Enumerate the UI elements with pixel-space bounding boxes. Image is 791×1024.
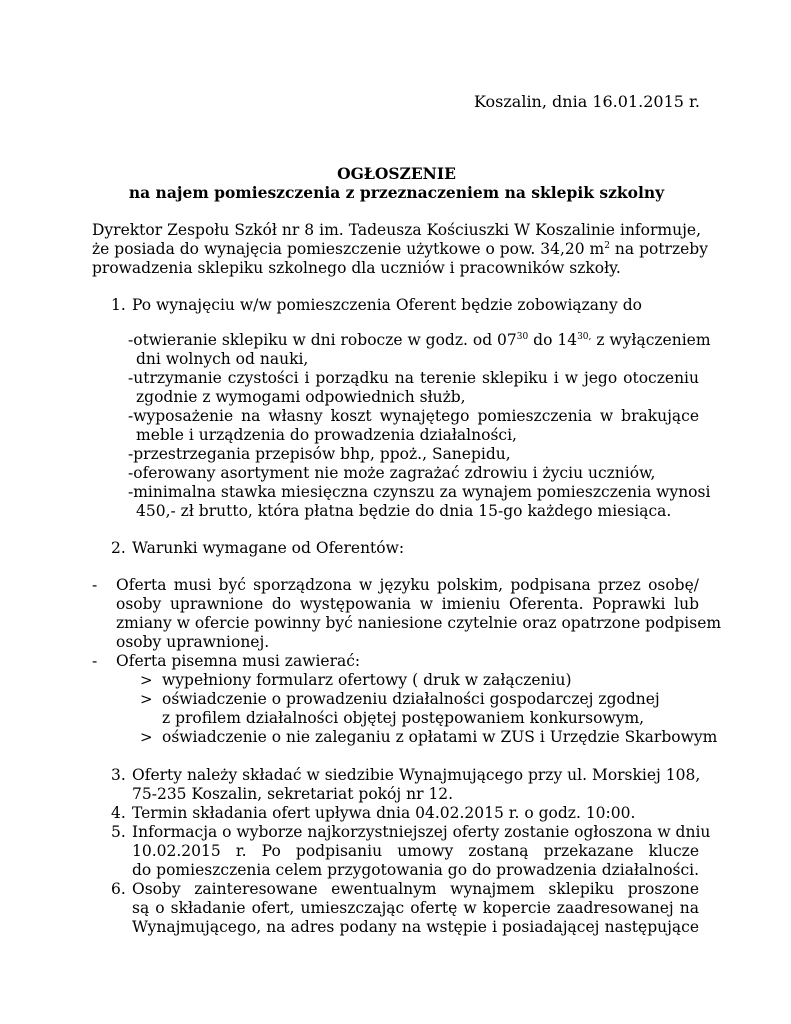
section-2-sub-3: oświadczenie o nie zaleganiu z opłatami w ZUS i Urzędzie Skarbowym xyxy=(162,728,718,746)
document-subtitle: na najem pomieszczenia z przeznaczeniem na sklepik szkolny xyxy=(128,183,665,202)
section-2-bullet-1-line-3: zmiany w ofercie powinny być naniesione czytelnie oraz opatrzone podpisem xyxy=(116,614,722,632)
intro-line-3: prowadzenia sklepiku szkolnego dla uczniów i pracowników szkoły. xyxy=(92,259,621,277)
section-1-item-6-cont: 450,- zł brutto, która płatna będzie do dnia 15-go każdego miesiąca. xyxy=(136,502,672,520)
section-1-item-2-cont: zgodnie z wymogami odpowiednich służb, xyxy=(136,388,466,406)
section-2-sub-2-cont: z profilem działalności objętej postępowaniem konkursowym, xyxy=(162,709,645,727)
section-1-item-4: -przestrzegania przepisów bhp, ppoż., Sanepidu, xyxy=(128,445,511,463)
document-title: OGŁOSZENIE xyxy=(337,164,456,183)
bullet-dash: - xyxy=(92,652,98,670)
arrow-bullet-icon: > xyxy=(140,690,153,708)
date-line: Koszalin, dnia 16.01.2015 r. xyxy=(473,92,700,111)
section-2-heading: Warunki wymagane od Oferentów: xyxy=(132,539,405,557)
bullet-dash: - xyxy=(92,576,98,594)
section-5-line-1: Informacja o wyborze najkorzystniejszej oferty zostanie ogłoszona w dniu xyxy=(132,823,711,841)
intro-line-1: Dyrektor Zespołu Szkół nr 8 im. Tadeusza Kościuszki W Koszalinie informuje, xyxy=(92,221,701,239)
section-3-number: 3. xyxy=(111,766,126,784)
section-1-item-1-cont: dni wolnych od nauki, xyxy=(136,350,309,368)
section-6-number: 6. xyxy=(111,880,126,898)
section-3-line-1: Oferty należy składać w siedzibie Wynajmującego przy ul. Morskiej 108, xyxy=(132,766,701,784)
section-1-item-3: -wyposażenie na własny koszt wynajętego pomieszczenia w brakujące xyxy=(128,407,699,425)
section-2-bullet-1-line-1: Oferta musi być sporządzona w języku polskim, podpisana przez osobę/ xyxy=(116,576,699,594)
section-1-item-6: -minimalna stawka miesięczna czynszu za wynajem pomieszczenia wynosi xyxy=(128,483,711,501)
section-2-bullet-1-line-4: osoby uprawnionej. xyxy=(116,633,270,651)
section-5-line-3: do pomieszczenia celem przygotowania go do prowadzenia działalności. xyxy=(132,861,700,879)
section-2-sub-1: wypełniony formularz ofertowy ( druk w załączeniu) xyxy=(162,671,572,689)
arrow-bullet-icon: > xyxy=(140,671,153,689)
arrow-bullet-icon: > xyxy=(140,728,153,746)
section-4-line-1: Termin składania ofert upływa dnia 04.02.2015 r. o godz. 10:00. xyxy=(132,804,636,822)
section-6-line-2: są o składanie ofert, umieszczając ofertę w kopercie zaadresowanej na xyxy=(132,899,699,917)
intro-line-2: że posiada do wynajęcia pomieszczenie użytkowe o pow. 34,20 $m^2$ na potrzeby xyxy=(92,240,708,258)
section-4-number: 4. xyxy=(111,804,126,822)
section-5-line-2: 10.02.2015 r. Po podpisaniu umowy zostaną przekazane klucze xyxy=(132,842,699,860)
section-1-number: 1. xyxy=(111,296,126,314)
section-6-line-1: Osoby zainteresowane ewentualnym wynajmem sklepiku proszone xyxy=(132,880,699,898)
section-2-bullet-1-line-2: osoby uprawnione do występowania w imieniu Oferenta. Poprawki lub xyxy=(116,595,699,613)
section-1-item-2: -utrzymanie czystości i porządku na terenie sklepiku i w jego otoczeniu xyxy=(128,369,699,387)
section-1-heading: Po wynajęciu w/w pomieszczenia Oferent będzie zobowiązany do xyxy=(132,296,642,314)
section-1-item-3-cont: meble i urządzenia do prowadzenia działalności, xyxy=(136,426,517,444)
section-2-bullet-2: Oferta pisemna musi zawierać: xyxy=(116,652,361,670)
section-1-item-1: -otwieranie sklepiku w dni robocze w godz. od $07^{30}$ do $14^{30,}$ z wyłączeniem xyxy=(128,331,711,349)
section-6-line-3: Wynajmującego, na adres podany na wstępie i posiadającej następujące xyxy=(132,918,699,936)
section-2-sub-2: oświadczenie o prowadzeniu działalności gospodarczej zgodnej xyxy=(162,690,660,708)
section-3-line-2: 75-235 Koszalin, sekretariat pokój nr 12. xyxy=(132,785,454,803)
section-5-number: 5. xyxy=(111,823,126,841)
section-2-number: 2. xyxy=(111,539,126,557)
section-1-item-5: -oferowany asortyment nie może zagrażać zdrowiu i życiu uczniów, xyxy=(128,464,656,482)
